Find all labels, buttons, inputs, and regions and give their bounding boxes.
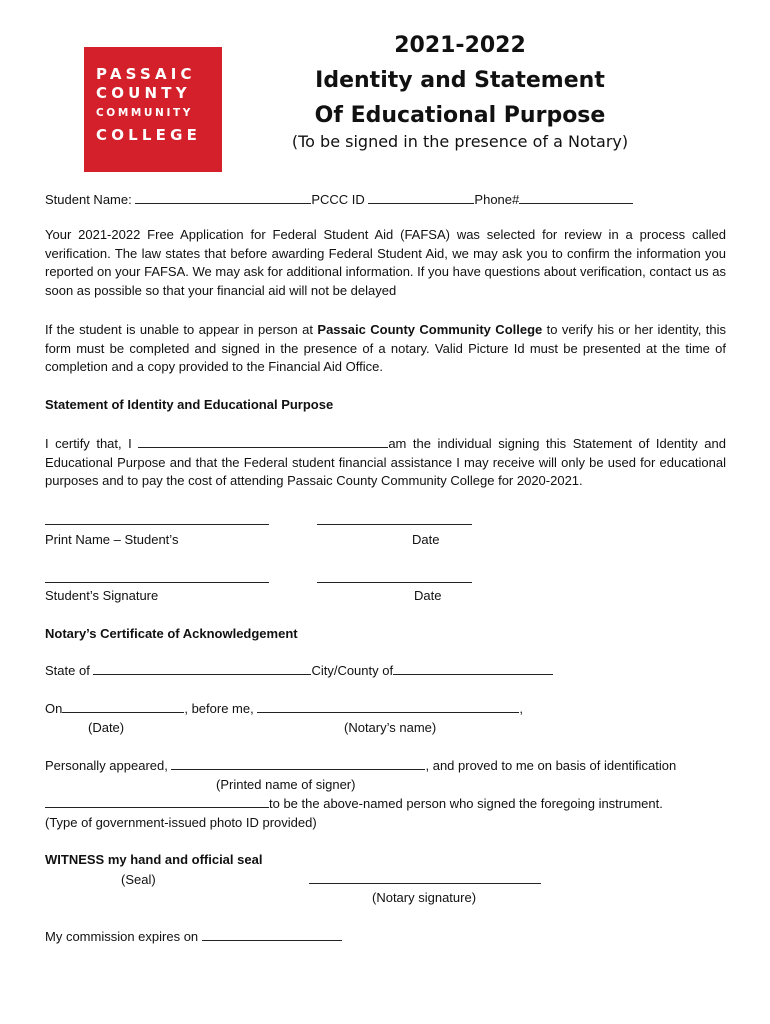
state-field[interactable] — [93, 663, 311, 675]
notary-signature-caption: (Notary signature) — [372, 890, 477, 905]
logo-line-passaic: PASSAIC — [96, 65, 196, 83]
date-label-2: Date — [414, 588, 442, 603]
id-type-caption: (Type of government-issued photo ID provided) — [45, 815, 317, 830]
print-name-label: Print Name – Student’s — [45, 532, 179, 547]
printed-name-caption: (Printed name of signer) — [216, 777, 356, 792]
logo-line-county: COUNTY — [96, 84, 191, 102]
student-name-label: Student Name: — [45, 192, 132, 207]
phone-label: Phone# — [474, 192, 520, 207]
pccc-id-label: PCCC ID — [311, 192, 365, 207]
form-year: 2021-2022 — [394, 33, 526, 58]
student-info-line — [45, 191, 633, 209]
form-title-line1: Identity and Statement — [315, 68, 605, 93]
print-name-line[interactable] — [45, 524, 269, 525]
student-signature-line[interactable] — [45, 582, 269, 583]
id-type-field[interactable] — [45, 796, 269, 808]
date-line-2[interactable] — [317, 582, 472, 583]
above-named-text: to be the above-named person who signed the foregoing instrument. — [269, 796, 663, 811]
form-title-line2: Of Educational Purpose — [314, 103, 606, 128]
student-signature-label: Student’s Signature — [45, 588, 159, 603]
college-logo — [84, 47, 222, 172]
paragraph2-text-end: to verify his or her identity, this form must be completed and signed in the presence of a notary. Valid Picture Id must be presented at the time of completion and a copy provided to the Financial Aid Office. — [45, 322, 727, 374]
notary-name-caption: (Notary’s name) — [344, 720, 437, 735]
commission-line — [45, 928, 342, 946]
notary-name-field[interactable] — [257, 701, 519, 713]
certify-name-field[interactable] — [138, 436, 388, 448]
notary-heading: Notary’s Certificate of Acknowledgement — [45, 626, 298, 641]
commission-date-field[interactable] — [202, 929, 342, 941]
date-caption: (Date) — [88, 720, 125, 735]
college-name-bold: Passaic County Community College — [317, 322, 543, 337]
logo-line-college: COLLEGE — [96, 126, 202, 144]
paragraph2-text-start: If the student is unable to appear in person at — [45, 322, 318, 337]
logo-line-community: COMMUNITY — [96, 107, 193, 119]
commission-label: My commission expires on — [45, 929, 199, 944]
certify-paragraph — [45, 435, 726, 491]
state-label: State of — [45, 663, 90, 678]
city-county-label: City/County of — [311, 663, 394, 678]
state-county-line — [45, 662, 553, 680]
student-name-field[interactable] — [135, 192, 311, 204]
pccc-id-field[interactable] — [368, 192, 474, 204]
on-label: On — [45, 701, 63, 716]
phone-field[interactable] — [519, 192, 633, 204]
notary-date-field[interactable] — [62, 701, 184, 713]
personally-appeared-line — [45, 757, 676, 775]
comma-text: , — [519, 701, 523, 716]
id-type-line — [45, 795, 663, 813]
form-subtitle: (To be signed in the presence of a Notary) — [291, 132, 629, 151]
personally-appeared-label: Personally appeared, — [45, 758, 168, 773]
in-person-paragraph — [45, 321, 726, 377]
certify-rest: am the individual signing this Statement of Identity and Educational Purpose and that the Federal student financial assistance I may receive will only be used for educational purposes and to pay the cost of attending Passaic County Community College for 2020-2021. — [45, 436, 726, 488]
city-county-field[interactable] — [393, 663, 553, 675]
witness-heading: WITNESS my hand and official seal — [45, 852, 263, 867]
seal-label: (Seal) — [121, 872, 156, 887]
signer-name-field[interactable] — [171, 758, 425, 770]
proved-text: , and proved to me on basis of identification — [425, 758, 677, 773]
on-date-line — [45, 700, 523, 718]
date-line-1[interactable] — [317, 524, 472, 525]
date-label-1: Date — [412, 532, 440, 547]
before-me-label: , before me, — [184, 701, 254, 716]
certify-start: I certify that, I — [45, 436, 132, 451]
verification-paragraph: Your 2021-2022 Free Application for Federal Student Aid (FAFSA) was selected for review in a process called verification. The law states that before awarding Federal Student Aid, we may ask you to confirm the information you reported on your FAFSA. We may ask for additional information. If you have questions about verification, contact us as soon as possible so that your financial aid will not be delayed — [45, 227, 726, 298]
notary-signature-line[interactable] — [309, 883, 541, 884]
statement-heading: Statement of Identity and Educational Purpose — [45, 397, 334, 412]
